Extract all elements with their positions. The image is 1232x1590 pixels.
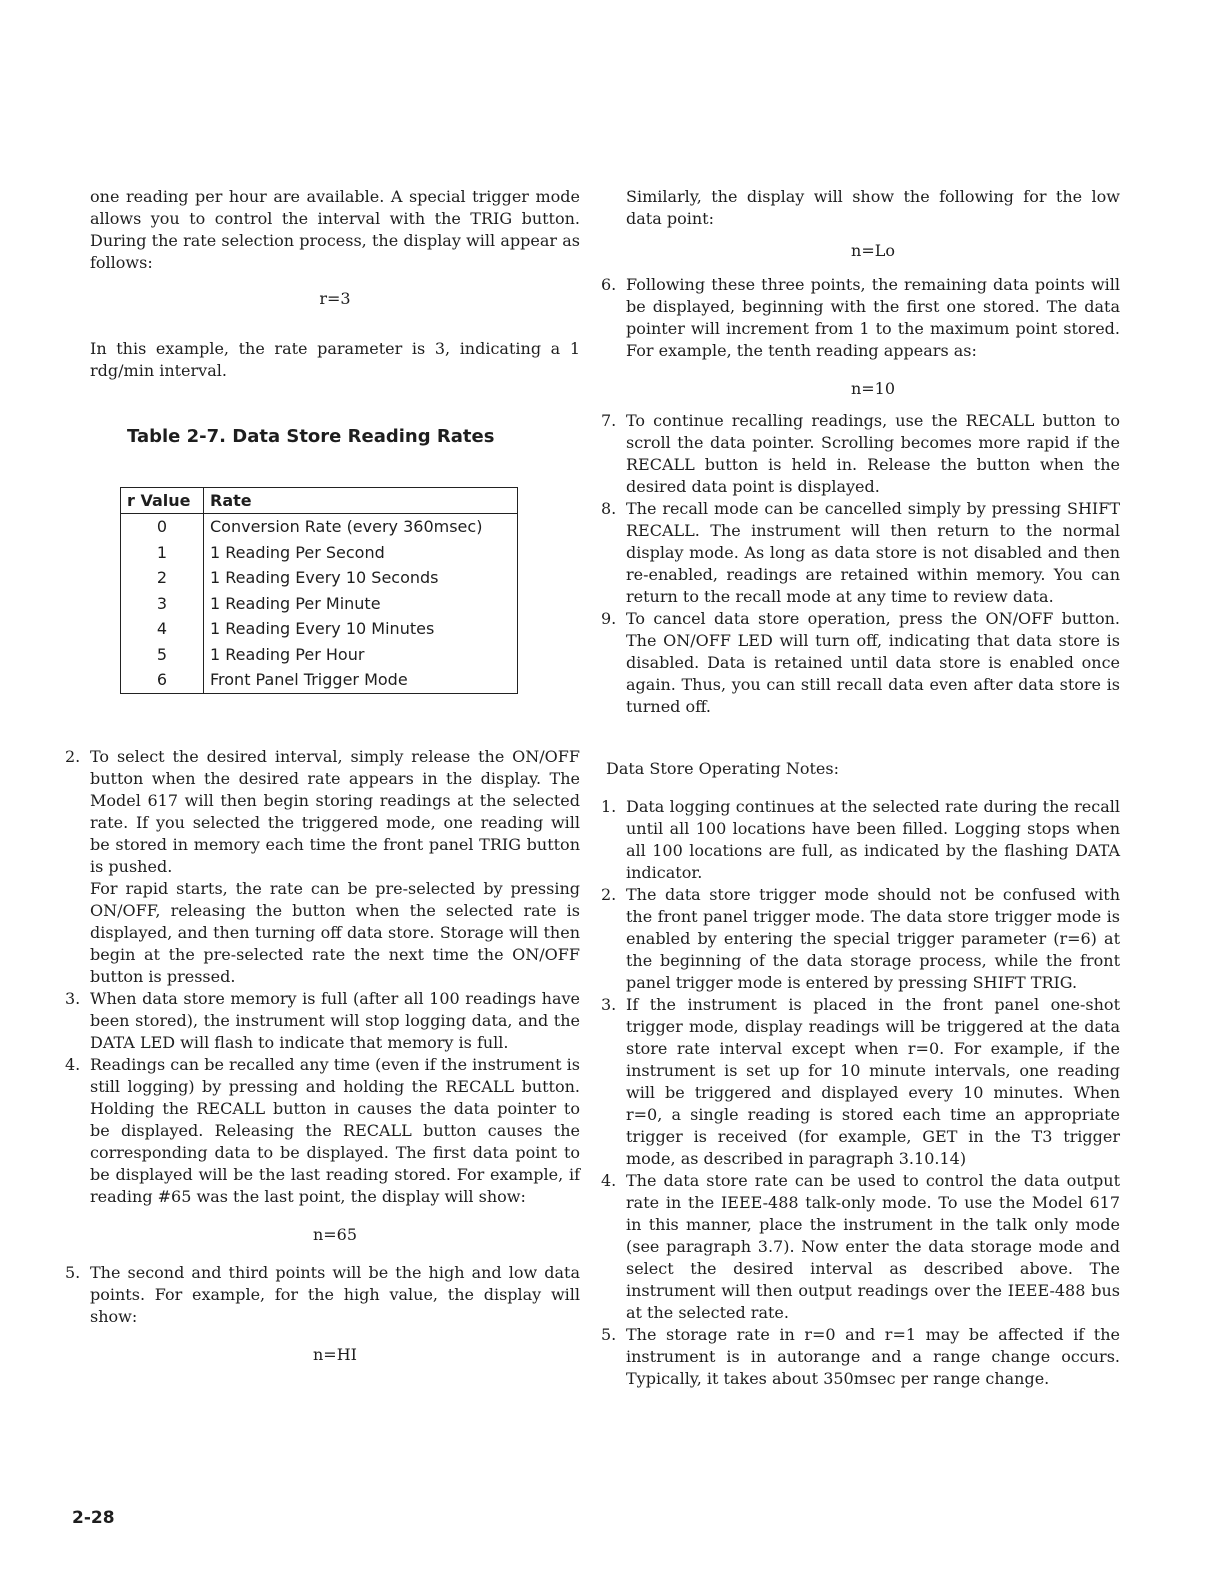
item-text: The second and third points will be the high and low data points. For example, for the high value, the display will show: bbox=[90, 1262, 580, 1326]
note-number: 3. bbox=[601, 995, 617, 1014]
note-item bbox=[601, 1170, 1120, 1324]
rates-table bbox=[120, 487, 518, 694]
rate-cell: Front Panel Trigger Mode bbox=[210, 670, 408, 689]
right-column bbox=[601, 186, 1120, 1390]
note-text: The data store trigger mode should not be confused with the front panel trigger mode. The data store trigger mode is enabled by entering the special trigger parameter (r=6) at the beginning of the data storage process, while the front panel trigger mode is entered by pressing SHIFT TRIG. bbox=[626, 885, 1120, 992]
item-text: To cancel data store operation, press the ON/OFF button. The ON/OFF LED will turn off, indicating that data store is disabled. Data is retained until data store is enabled once again. Thus, you can still recall data even after data store is turned off. bbox=[626, 609, 1120, 716]
item-text: To continue recalling readings, use the RECALL button to scroll the data pointer. Scrolling becomes more rapid if the RECALL button is held in. Release the button when the desired data point is displayed. bbox=[626, 411, 1120, 496]
low-point-intro: Similarly, the display will show the following for the low data point: bbox=[626, 187, 1120, 228]
list-item bbox=[65, 988, 580, 1054]
list-item bbox=[601, 498, 1120, 608]
item-number: 5. bbox=[65, 1262, 81, 1282]
note-text: If the instrument is placed in the front panel one-shot trigger mode, display readings will be triggered at the data store rate interval except when r=0. For example, if the instrument is set up for 10 minute intervals, one reading will be triggered and displayed every 10 minutes. When r=0, a single reading is stored each time an appropriate trigger is received (for example, GET in the T3 trigger mode, as described in paragraph 3.10.14) bbox=[626, 995, 1120, 1168]
table-row bbox=[121, 514, 518, 540]
item-number: 4. bbox=[65, 1054, 81, 1074]
rate-cell: 1 Reading Every 10 Minutes bbox=[210, 619, 435, 638]
rate-cell: 1 Reading Per Second bbox=[210, 542, 385, 562]
list-item bbox=[601, 608, 1120, 718]
table-row bbox=[121, 616, 518, 642]
item-text: When data store memory is full (after all 100 readings have been stored), the instrument will stop logging data, and the DATA LED will flash to indicate that memory is full. bbox=[90, 988, 580, 1052]
display-example-n65: n=65 bbox=[312, 1224, 358, 1244]
intro-paragraph: one reading per hour are available. A special trigger mode allows you to control the interval with the TRIG button. During the rate selection process, the display will appear as follows: bbox=[90, 187, 580, 272]
item-extra-paragraph: For rapid starts, the rate can be pre-selected by pressing ON/OFF, releasing the button when the selected rate is displayed, and then turning off data store. Storage will then begin at the pre-selected rate the next time the ON/OFF button is pressed. bbox=[90, 878, 580, 986]
example-paragraph: In this example, the rate parameter is 3, indicating a 1 rdg/min interval. bbox=[90, 339, 580, 380]
display-example-n10: n=10 bbox=[850, 379, 896, 398]
rate-cell: 1 Reading Per Hour bbox=[210, 644, 365, 664]
note-number: 1. bbox=[601, 797, 617, 816]
r-value-cell: 2 bbox=[121, 565, 204, 591]
table-header-row bbox=[121, 488, 518, 514]
note-text: The data store rate can be used to control the data output rate in the IEEE-488 talk-only mode. To use the Model 617 in this manner, place the instrument in the talk only mode (see paragraph 3.7). Now enter the data storage mode and select the desired interval as described above. The instrument will then output readings over the IEEE-488 bus at the selected rate. bbox=[626, 1171, 1120, 1322]
item-number: 6. bbox=[601, 275, 617, 294]
item-text: The recall mode can be cancelled simply by pressing SHIFT RECALL. The instrument will then return to the normal display mode. As long as data store is not disabled and then re-enabled, readings are retained within memory. You can return to the recall mode at any time to review data. bbox=[626, 499, 1120, 606]
note-number: 5. bbox=[601, 1325, 617, 1344]
rate-cell: 1 Reading Per Minute bbox=[210, 593, 381, 613]
notes-list bbox=[601, 796, 1120, 1390]
item-number: 9. bbox=[601, 609, 617, 628]
display-example-nhi: n=HI bbox=[313, 1344, 357, 1364]
page-number: 2-28 bbox=[72, 1508, 115, 1528]
header-r-value: r Value bbox=[121, 488, 204, 514]
header-rate: Rate bbox=[204, 488, 518, 514]
left-list bbox=[65, 746, 580, 1366]
table-row bbox=[121, 667, 518, 693]
note-item bbox=[601, 796, 1120, 884]
list-item bbox=[65, 1054, 580, 1246]
note-item bbox=[601, 994, 1120, 1170]
item-number: 7. bbox=[601, 411, 617, 430]
r-value-cell: 3 bbox=[121, 591, 204, 617]
r-value-cell: 0 bbox=[121, 514, 204, 540]
right-list bbox=[601, 274, 1120, 718]
table-row bbox=[121, 540, 518, 566]
note-item bbox=[601, 884, 1120, 994]
rate-cell: Conversion Rate (every 360msec) bbox=[210, 517, 483, 536]
r-value-cell: 6 bbox=[121, 667, 204, 693]
left-column bbox=[65, 186, 580, 1366]
item-text: Readings can be recalled any time (even if the instrument is still logging) by pressing and holding the RECALL button. Holding the RECALL button in causes the data pointer to be displayed. Releasing the RECALL button causes the corresponding data to be displayed. The first data point to be displayed will be the last reading stored. For example, if reading #65 was the last point, the display will show: bbox=[90, 1054, 580, 1206]
r-value-cell: 4 bbox=[121, 616, 204, 642]
table-row bbox=[121, 591, 518, 617]
r-value-cell: 1 bbox=[121, 540, 204, 566]
table-row bbox=[121, 565, 518, 591]
item-number: 2. bbox=[65, 746, 81, 766]
note-number: 2. bbox=[601, 885, 617, 904]
r-value-cell: 5 bbox=[121, 642, 204, 668]
item-number: 8. bbox=[601, 499, 617, 518]
note-item bbox=[601, 1324, 1120, 1390]
list-item bbox=[601, 274, 1120, 400]
notes-heading: Data Store Operating Notes: bbox=[606, 759, 839, 778]
note-number: 4. bbox=[601, 1171, 617, 1190]
rate-cell: 1 Reading Every 10 Seconds bbox=[210, 568, 439, 587]
display-example-nlo: n=Lo bbox=[851, 241, 895, 260]
list-item bbox=[65, 1262, 580, 1366]
item-text: Following these three points, the remaining data points will be displayed, beginning with the first one stored. The data pointer will increment from 1 to the maximum point stored. For example, the tenth reading appears as: bbox=[626, 275, 1120, 360]
list-item bbox=[601, 410, 1120, 498]
display-example-r: r=3 bbox=[319, 289, 351, 308]
note-text: The storage rate in r=0 and r=1 may be affected if the instrument is in autorange and a range change occurs. Typically, it takes about 350msec per range change. bbox=[626, 1325, 1120, 1388]
note-text: Data logging continues at the selected rate during the recall until all 100 locations have been filled. Logging stops when all 100 locations are full, as indicated by the flashing DATA indicator. bbox=[626, 797, 1120, 882]
list-item bbox=[65, 746, 580, 988]
table-row bbox=[121, 642, 518, 668]
item-number: 3. bbox=[65, 988, 81, 1008]
table-title: Table 2-7. Data Store Reading Rates bbox=[127, 426, 495, 447]
item-text: To select the desired interval, simply release the ON/OFF button when the desired rate appears in the display. The Model 617 will then begin storing readings at the selected rate. If you selected the triggered mode, one reading will be stored in memory each time the front panel TRIG button is pushed. bbox=[90, 746, 580, 876]
